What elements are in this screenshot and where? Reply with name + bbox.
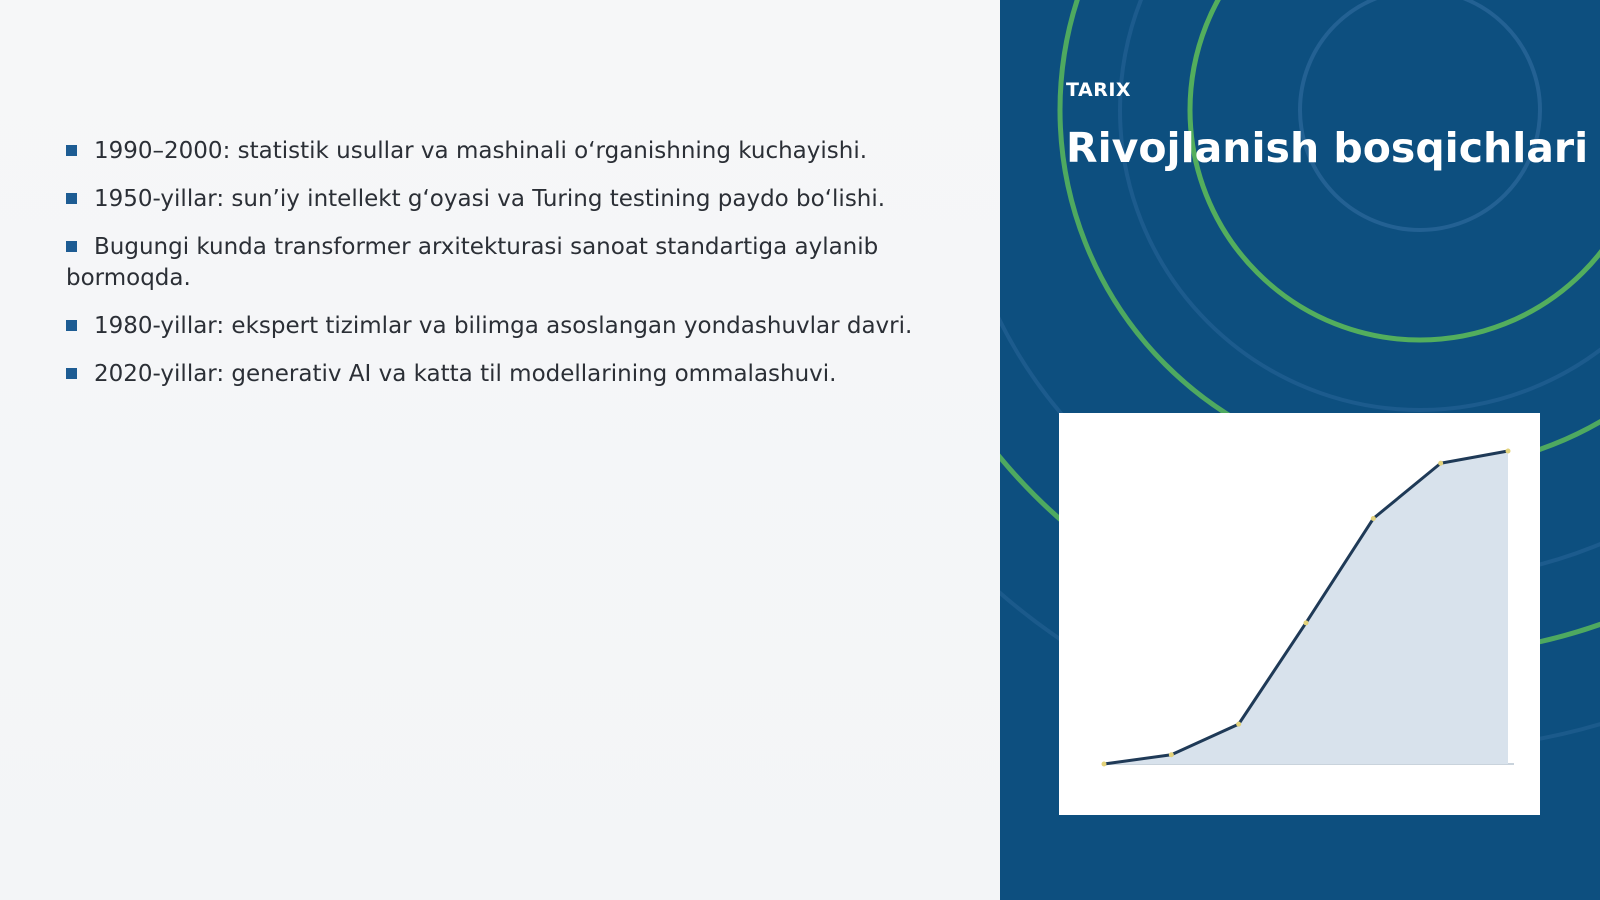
square-bullet-icon	[66, 368, 77, 379]
slide-title: Rivojlanish bosqichlari	[1066, 124, 1589, 172]
bullet-text: 1990–2000: statistik usullar va mashinali o‘rganishning kuchayishi.	[94, 138, 868, 164]
bullet-item	[66, 184, 946, 215]
data-point	[1236, 722, 1241, 727]
chart-card	[1059, 413, 1540, 815]
data-point	[1371, 516, 1376, 521]
bullet-text: Bugungi kunda transformer arxitekturasi sanoat standartiga aylanib bormoqda.	[66, 234, 879, 291]
area-chart	[1059, 413, 1540, 815]
square-bullet-icon	[66, 193, 77, 204]
bullet-list	[66, 136, 946, 407]
square-bullet-icon	[66, 241, 77, 252]
bullet-text: 2020-yillar: generativ AI va katta til modellarining ommalashuvi.	[94, 361, 837, 387]
bullet-text: 1950-yillar: sun’iy intellekt g‘oyasi va Turing testining paydo bo‘lishi.	[94, 186, 886, 212]
data-point	[1506, 449, 1511, 454]
square-bullet-icon	[66, 320, 77, 331]
data-point	[1169, 752, 1174, 757]
bullet-item	[66, 232, 946, 294]
data-point	[1304, 620, 1309, 625]
header-panel	[1000, 0, 1600, 900]
data-point	[1438, 461, 1443, 466]
square-bullet-icon	[66, 145, 77, 156]
area-fill	[1104, 451, 1508, 764]
bullet-item	[66, 311, 946, 342]
data-point	[1102, 762, 1107, 767]
bullet-text: 1980-yillar: ekspert tizimlar va bilimga asoslangan yondashuvlar davri.	[94, 313, 913, 339]
bullet-item	[66, 136, 946, 167]
bullet-item	[66, 359, 946, 390]
section-eyebrow: TARIX	[1066, 79, 1132, 101]
